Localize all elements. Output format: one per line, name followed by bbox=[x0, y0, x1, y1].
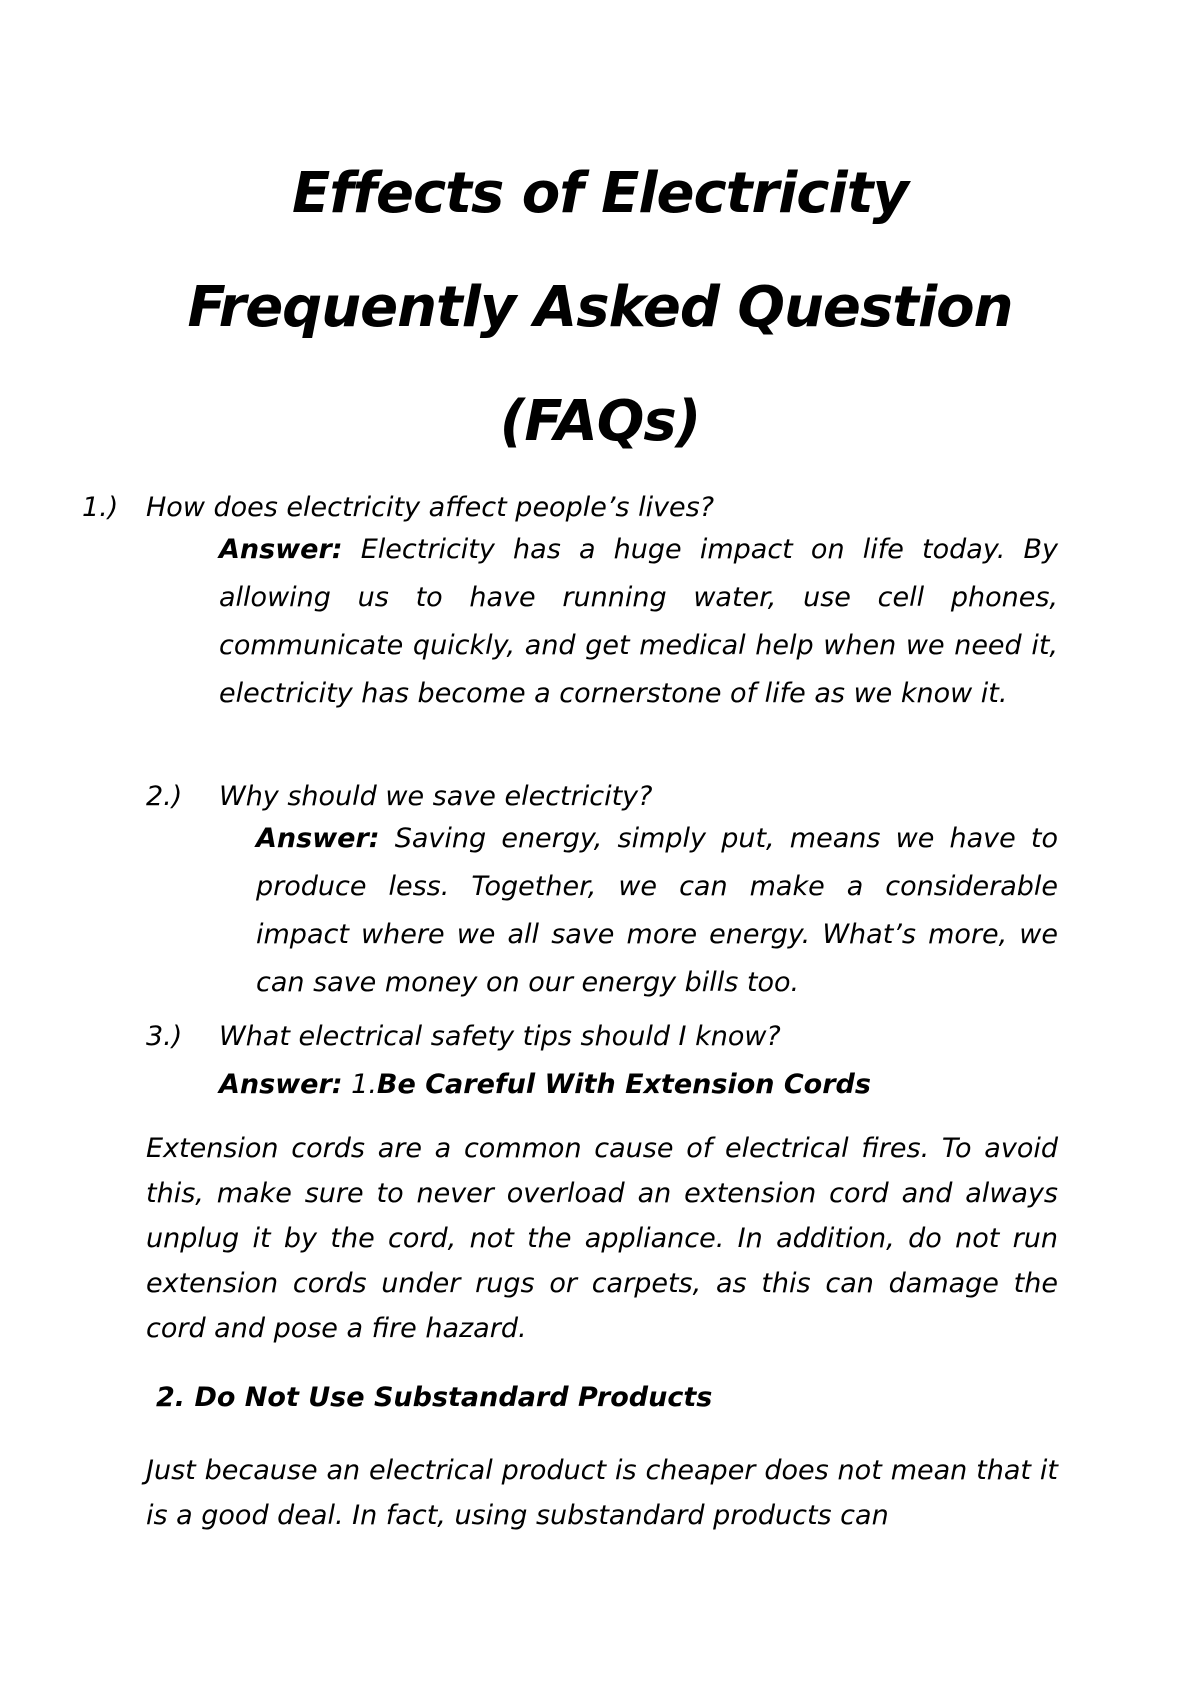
faq-answer bbox=[256, 815, 1058, 1007]
page-title-line-1: Effects of Electricity bbox=[292, 161, 908, 226]
answer-heading: Be Careful With Extension Cords bbox=[376, 1069, 871, 1100]
faq-question: What electrical safety tips should I know? bbox=[219, 1021, 781, 1052]
page-title-line-2: Frequently Asked Question bbox=[187, 275, 1013, 340]
tip-2-heading: 2. Do Not Use Substandard Products bbox=[156, 1382, 713, 1413]
faq-answer bbox=[219, 1071, 871, 1098]
answer-text: Electricity has a huge impact on life today. By allowing us to have running water, use cell phones, communicate quickly, and get medical help when we need it, electricity has become a cornerstone of life as we know it. bbox=[219, 534, 1058, 709]
faq-number: 3.) bbox=[146, 1021, 183, 1052]
faq-number: 2.) bbox=[146, 781, 183, 812]
answer-label: Answer: bbox=[219, 1069, 343, 1100]
tip-1-body: Extension cords are a common cause of electrical fires. To avoid this, make sure to never overload an extension cord and always unplug it by the cord, not the appliance. In addition, do not run extension cords under rugs or carpets, as this can damage the cord and pose a fire hazard. bbox=[146, 1133, 1058, 1344]
answer-start: 1. bbox=[351, 1069, 377, 1100]
faq-answer bbox=[219, 526, 1058, 718]
faq-number: 1.) bbox=[82, 492, 119, 523]
answer-text: Saving energy, simply put, means we have to produce less. Together, we can make a considerable impact where we all save more energy. What’s more, we can save money on our energy bills too. bbox=[256, 823, 1059, 998]
faq-question: Why should we save electricity? bbox=[219, 781, 653, 812]
answer-label: Answer: bbox=[256, 823, 380, 854]
tip-2-body: Just because an electrical product is cheaper does not mean that it is a good deal. In fact, using substandard products can bbox=[146, 1455, 1058, 1531]
answer-label: Answer: bbox=[219, 534, 343, 565]
faq-question: How does electricity affect people’s lives? bbox=[146, 492, 715, 523]
page-title-line-3: (FAQs) bbox=[499, 389, 701, 454]
